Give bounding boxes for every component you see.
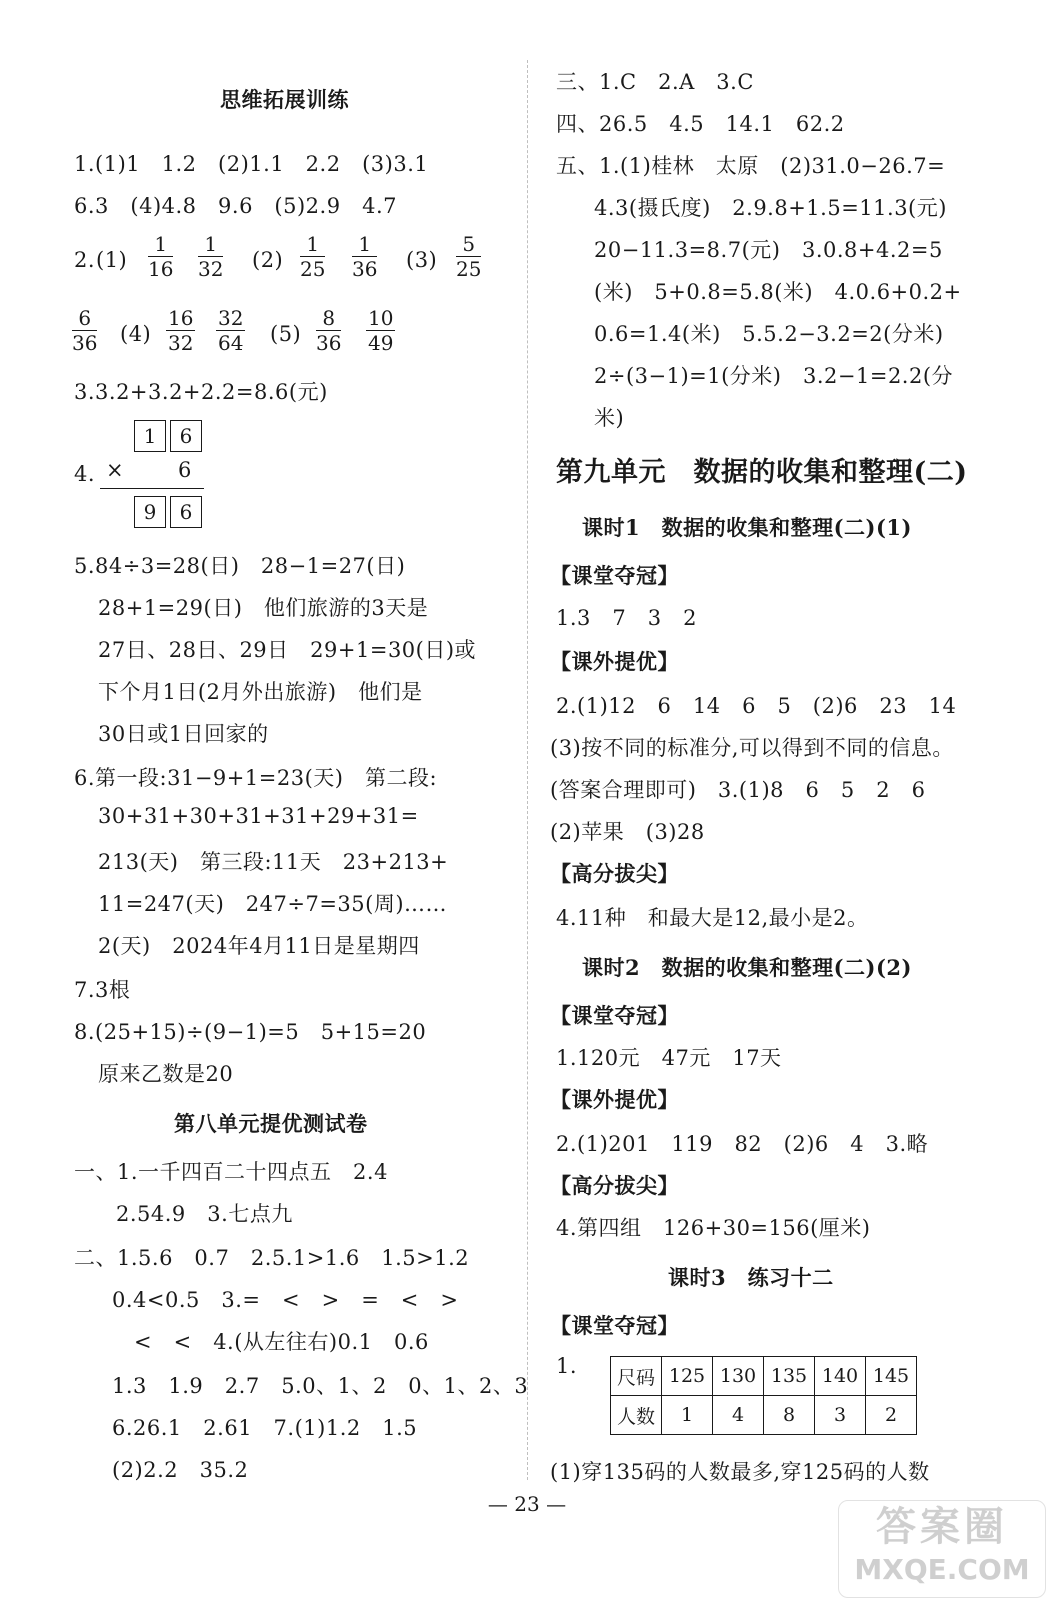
answer-line: 3.3.2+3.2+2.2=8.6(元) xyxy=(74,380,328,404)
multiply-sign: × xyxy=(106,458,125,482)
answer-line: 1.3 7 3 2 xyxy=(556,606,697,630)
answer-line: 213(天) 第三段:11天 23+213+ xyxy=(98,850,449,874)
section-tag: 【课外提优】 xyxy=(550,649,679,674)
answer-line: 4.11种 和最大是12,最小是2。 xyxy=(556,906,869,930)
section-tag: 【高分拔尖】 xyxy=(550,1173,679,1198)
section-title-test: 第八单元提优测试卷 xyxy=(174,1111,368,1136)
question-number: 1. xyxy=(556,1354,578,1378)
answer-line: 一、1.一千四百二十四点五 2.4 xyxy=(74,1160,388,1184)
answer-line: 0.6=1.4(米) 5.5.2−3.2=2(分米) xyxy=(594,322,944,346)
table-cell: 125 xyxy=(662,1357,713,1396)
answer-line: 28+1=29(日) 他们旅游的3天是 xyxy=(98,596,429,620)
part-label: (3) xyxy=(406,248,438,272)
answer-line: 2÷(3−1)=1(分米) 3.2−1=2.2(分 xyxy=(594,364,954,388)
section-tag: 【课堂夺冠】 xyxy=(550,1003,679,1028)
part-label: (4) xyxy=(120,322,152,346)
answer-line: 11=247(天) 247÷7=35(周)…… xyxy=(98,892,448,916)
answer-line: 6.26.1 2.61 7.(1)1.2 1.5 xyxy=(112,1416,418,1440)
fraction: $\frac{1}{16}$ xyxy=(148,232,174,281)
question-number: 4. xyxy=(74,462,96,486)
answer-line: 4.3(摄氏度) 2.9.8+1.5=11.3(元) xyxy=(594,196,947,220)
table-cell: 135 xyxy=(764,1357,815,1396)
section-tag: 【课外提优】 xyxy=(550,1087,679,1112)
answer-line: 4.第四组 126+30=156(厘米) xyxy=(556,1216,871,1240)
answer-line: 0.4<0.5 3.= < > = < > xyxy=(112,1288,459,1312)
shoe-size-table xyxy=(610,1356,917,1435)
answer-line: 2.(1)201 119 82 (2)6 4 3.略 xyxy=(556,1132,929,1156)
watermark-text: 答案圈 xyxy=(876,1504,1008,1550)
section-tag: 【课堂夺冠】 xyxy=(550,1313,679,1338)
answer-line: 20−11.3=8.7(元) 3.0.8+4.2=5 xyxy=(594,238,943,262)
answer-line: 1.(1)1 1.2 (2)1.1 2.2 (3)3.1 xyxy=(74,152,429,176)
part-label: (1) xyxy=(96,248,128,272)
fraction: $\frac{16}{32}$ xyxy=(168,306,194,355)
digit-box: 6 xyxy=(170,496,202,528)
unit-title: 第九单元 数据的收集和整理(二) xyxy=(556,457,968,488)
answer-line: (2)2.2 35.2 xyxy=(112,1458,249,1482)
part-label: (5) xyxy=(270,322,302,346)
table-cell: 130 xyxy=(713,1357,764,1396)
answer-line: 2(天) 2024年4月11日是星期四 xyxy=(98,934,420,958)
answer-line: 四、26.5 4.5 14.1 62.2 xyxy=(556,112,845,136)
watermark-url: MXQE.COM xyxy=(854,1553,1030,1586)
answer-line: 二、1.5.6 0.7 2.5.1>1.6 1.5>1.2 xyxy=(74,1246,470,1270)
question-number: 2. xyxy=(74,248,96,272)
digit-box: 9 xyxy=(134,496,166,528)
column-divider xyxy=(527,60,528,1480)
table-cell: 8 xyxy=(764,1396,815,1435)
fraction: $\frac{1}{36}$ xyxy=(352,232,378,281)
answer-line: (2)苹果 (3)28 xyxy=(550,820,705,844)
section-tag: 【高分拔尖】 xyxy=(550,861,679,886)
fraction: $\frac{1}{25}$ xyxy=(300,232,326,281)
answer-line: 五、1.(1)桂林 太原 (2)31.0−26.7= xyxy=(556,154,946,178)
answer-line: 30日或1日回家的 xyxy=(98,722,269,746)
table-cell: 3 xyxy=(815,1396,866,1435)
answer-line: 1.3 1.9 2.7 5.0、1、2 0、1、2、3 xyxy=(112,1374,529,1398)
answer-line: 6.3 (4)4.8 9.6 (5)2.9 4.7 xyxy=(74,194,397,218)
table-cell: 4 xyxy=(713,1396,764,1435)
fraction: $\frac{5}{25}$ xyxy=(456,232,482,281)
answer-line: (3)按不同的标准分,可以得到不同的信息。 xyxy=(550,736,954,760)
fraction: $\frac{6}{36}$ xyxy=(72,306,98,355)
answer-line: 三、1.C 2.A 3.C xyxy=(556,70,754,94)
fraction: $\frac{8}{36}$ xyxy=(316,306,342,355)
answer-line: 5.84÷3=28(日) 28−1=27(日) xyxy=(74,554,406,578)
multiplication-line xyxy=(100,488,204,489)
lesson-title: 课时3 练习十二 xyxy=(668,1265,834,1290)
page-number: — 23 — xyxy=(487,1492,567,1516)
table-cell: 2 xyxy=(866,1396,917,1435)
answer-line: 6.第一段:31−9+1=23(天) 第二段: xyxy=(74,766,438,790)
answer-line: (1)穿135码的人数最多,穿125码的人数 xyxy=(550,1460,930,1484)
table-cell: 145 xyxy=(866,1357,917,1396)
answer-line: 下个月1日(2月外出旅游) 他们是 xyxy=(98,680,423,704)
fraction: $\frac{32}{64}$ xyxy=(218,306,244,355)
fraction: $\frac{10}{49}$ xyxy=(368,306,394,355)
section-tag: 【课堂夺冠】 xyxy=(550,563,679,588)
multiplier-digit: 6 xyxy=(178,458,192,482)
answer-line: 2.(1)12 6 14 6 5 (2)6 23 14 xyxy=(556,694,957,718)
digit-box: 6 xyxy=(170,420,202,452)
answer-line: 7.3根 xyxy=(74,978,131,1002)
part-label: (2) xyxy=(252,248,284,272)
answer-line: 8.(25+15)÷(9−1)=5 5+15=20 xyxy=(74,1020,427,1044)
answer-line: 30+31+30+31+31+29+31= xyxy=(98,804,419,828)
table-row xyxy=(611,1357,917,1396)
answer-line: 米) xyxy=(594,406,625,430)
answer-line: 原来乙数是20 xyxy=(98,1062,234,1086)
lesson-title: 课时2 数据的收集和整理(二)(2) xyxy=(582,955,912,980)
table-cell: 人数 xyxy=(611,1396,662,1435)
fraction: $\frac{1}{32}$ xyxy=(198,232,224,281)
lesson-title: 课时1 数据的收集和整理(二)(1) xyxy=(582,515,912,540)
watermark-logo xyxy=(838,1500,1046,1598)
table-cell: 1 xyxy=(662,1396,713,1435)
answer-line: (答案合理即可) 3.(1)8 6 5 2 6 xyxy=(550,778,926,802)
section-title-thinking: 思维拓展训练 xyxy=(220,87,349,112)
table-cell: 尺码 xyxy=(611,1357,662,1396)
answer-line: 27日、28日、29日 29+1=30(日)或 xyxy=(98,638,477,662)
table-cell: 140 xyxy=(815,1357,866,1396)
digit-box: 1 xyxy=(134,420,166,452)
answer-line: (米) 5+0.8=5.8(米) 4.0.6+0.2+ xyxy=(594,280,962,304)
answer-line: 2.54.9 3.七点九 xyxy=(116,1202,293,1226)
table-row xyxy=(611,1396,917,1435)
answer-line: < < 4.(从左往右)0.1 0.6 xyxy=(134,1330,429,1354)
answer-line: 1.120元 47元 17天 xyxy=(556,1046,782,1070)
